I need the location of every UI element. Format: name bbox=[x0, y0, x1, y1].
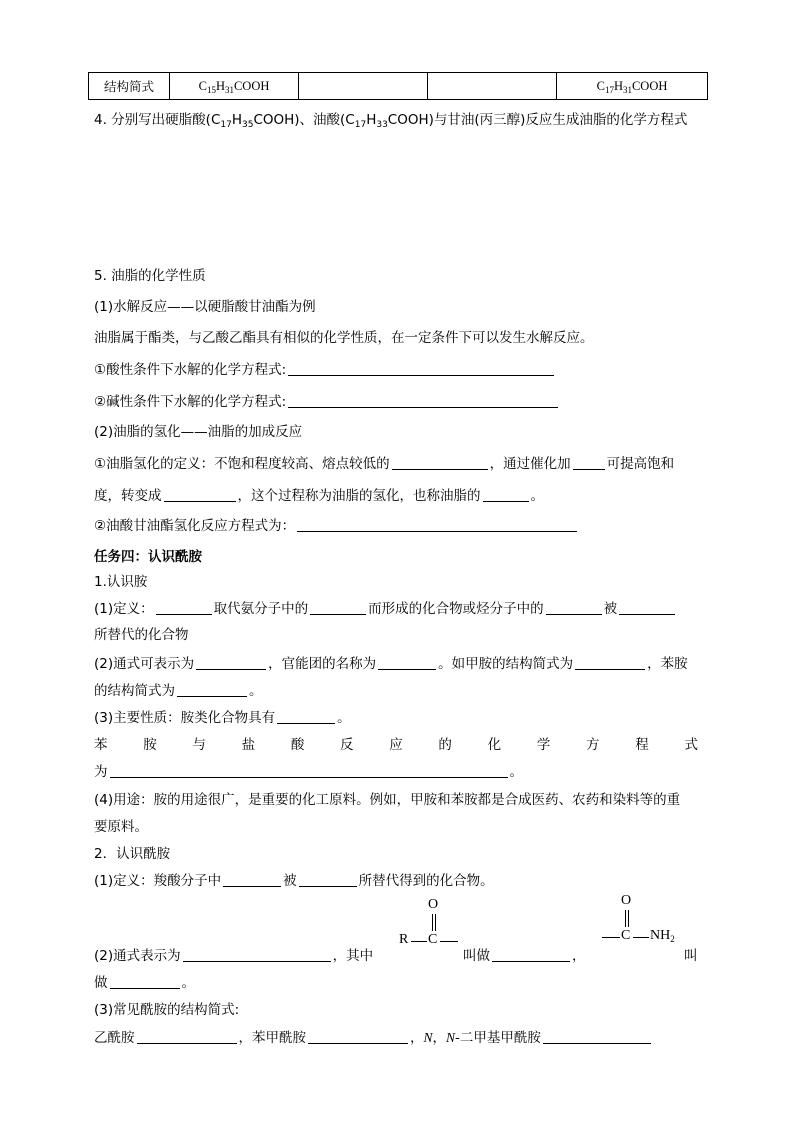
answer-blank[interactable] bbox=[156, 601, 212, 616]
answer-blank[interactable] bbox=[310, 601, 366, 616]
amide-general-formula-line1b: 叫做 ， bbox=[463, 948, 586, 964]
amine-general-formula-line1: (2)通式可表示为 ，官能团的名称为 。如甲胺的结构简式为 ，苯胺 bbox=[94, 656, 688, 672]
answer-blank[interactable] bbox=[164, 488, 236, 503]
amine-property: (3)主要性质：胺类化合物具有 。 bbox=[94, 710, 351, 726]
question-4: 4. 分别写出硬脂酸$(C_{17}H_{35}COOH)$、油酸$(C_{17}H_{33}COOH)$与甘油(丙三醇)反应生成油脂的化学方程式 bbox=[94, 112, 688, 130]
answer-blank[interactable] bbox=[378, 656, 436, 671]
hydrogenation-def-line2: 度，转变成 ，这个过程称为油脂的氢化，也称油脂的 。 bbox=[94, 488, 544, 504]
amine-uses-line2: 要原料。 bbox=[94, 819, 148, 835]
answer-blank[interactable] bbox=[619, 601, 675, 616]
answer-blank[interactable] bbox=[110, 764, 508, 779]
answer-blank[interactable] bbox=[492, 948, 570, 963]
row-label: 结构简式 bbox=[89, 73, 170, 100]
amine-title: 1.认识胺 bbox=[94, 574, 148, 590]
aniline-equation-prompt: 苯 胺 与 盐 酸 反 应 的 化 学 方 程 式 bbox=[94, 737, 698, 753]
amine-uses-line1: (4)用途：胺的用途很广，是重要的化工原料。例如，甲胺和苯胺都是合成医药、农药和染料等的重 bbox=[94, 792, 681, 808]
answer-blank[interactable] bbox=[277, 710, 335, 725]
common-amides-line: 乙酰胺 ，苯甲酰胺 ，N，N-二甲基甲酰胺 bbox=[94, 1026, 653, 1046]
answer-blank[interactable] bbox=[543, 1030, 651, 1045]
section-5-title: 5. 油脂的化学性质 bbox=[94, 268, 206, 284]
answer-blank[interactable] bbox=[223, 873, 281, 888]
answer-blank[interactable] bbox=[137, 1030, 237, 1045]
table-row bbox=[89, 73, 708, 100]
amide-general-formula-line1: (2)通式表示为 ，其中 bbox=[94, 948, 374, 964]
table-cell-2 bbox=[299, 73, 428, 100]
table-cell-1: $C_{15}H_{31}COOH$ bbox=[170, 73, 299, 100]
answer-blank[interactable] bbox=[308, 1030, 408, 1045]
amine-definition-line1: (1)定义： 取代氨分子中的 而形成的化合物或烃分子中的 被 bbox=[94, 597, 677, 617]
answer-blank[interactable] bbox=[110, 975, 180, 990]
hydrogenation-heading: (2)油脂的氢化——油脂的加成反应 bbox=[94, 424, 303, 440]
answer-blank[interactable] bbox=[177, 683, 247, 698]
answer-blank[interactable] bbox=[299, 873, 357, 888]
answer-blank[interactable] bbox=[392, 456, 488, 471]
answer-blank[interactable] bbox=[196, 656, 266, 671]
common-amides-heading: (3)常见酰胺的结构简式: bbox=[94, 1002, 240, 1018]
amine-definition-line2: 所替代的化合物 bbox=[94, 627, 189, 643]
base-hydrolysis: ②碱性条件下水解的化学方程式: bbox=[94, 390, 560, 410]
hydrolysis-intro: 油脂属于酯类，与乙酸乙酯具有相似的化学性质，在一定条件下可以发生水解反应。 bbox=[94, 330, 594, 346]
answer-blank[interactable] bbox=[288, 394, 558, 409]
answer-blank[interactable] bbox=[483, 488, 529, 503]
hydrolysis-heading: (1)水解反应——以硬脂酸甘油酯为例 bbox=[94, 299, 316, 315]
answer-blank[interactable] bbox=[575, 656, 645, 671]
task-4-title: 任务四：认识酰胺 bbox=[94, 549, 202, 565]
structure-table bbox=[88, 72, 708, 100]
hydrogenation-def-line1: ①油脂氢化的定义：不饱和程度较高、熔点较低的 ，通过催化加 可提高饱和 bbox=[94, 456, 675, 472]
amide-title: 2．认识酰胺 bbox=[94, 846, 171, 862]
amide-general-formula-line2: 做 。 bbox=[94, 975, 195, 991]
answer-blank[interactable] bbox=[288, 362, 554, 377]
acid-hydrolysis: ①酸性条件下水解的化学方程式: bbox=[94, 358, 556, 378]
answer-blank[interactable] bbox=[573, 456, 605, 471]
table-cell-4: $C_{17}H_{31}COOH$ bbox=[557, 73, 708, 100]
aniline-equation-answer: 为 。 bbox=[94, 764, 523, 780]
amide-general-formula-end: 叫 bbox=[684, 948, 698, 964]
hydrogenation-equation: ②油酸甘油酯氢化反应方程式为： bbox=[94, 514, 579, 534]
answer-blank[interactable] bbox=[546, 601, 602, 616]
amide-definition: (1)定义：羧酸分子中 被 所替代得到的化合物。 bbox=[94, 873, 494, 889]
answer-blank[interactable] bbox=[297, 518, 577, 533]
answer-blank[interactable] bbox=[183, 948, 331, 963]
amine-general-formula-line2: 的结构简式为 。 bbox=[94, 683, 263, 699]
table-cell-3 bbox=[428, 73, 557, 100]
